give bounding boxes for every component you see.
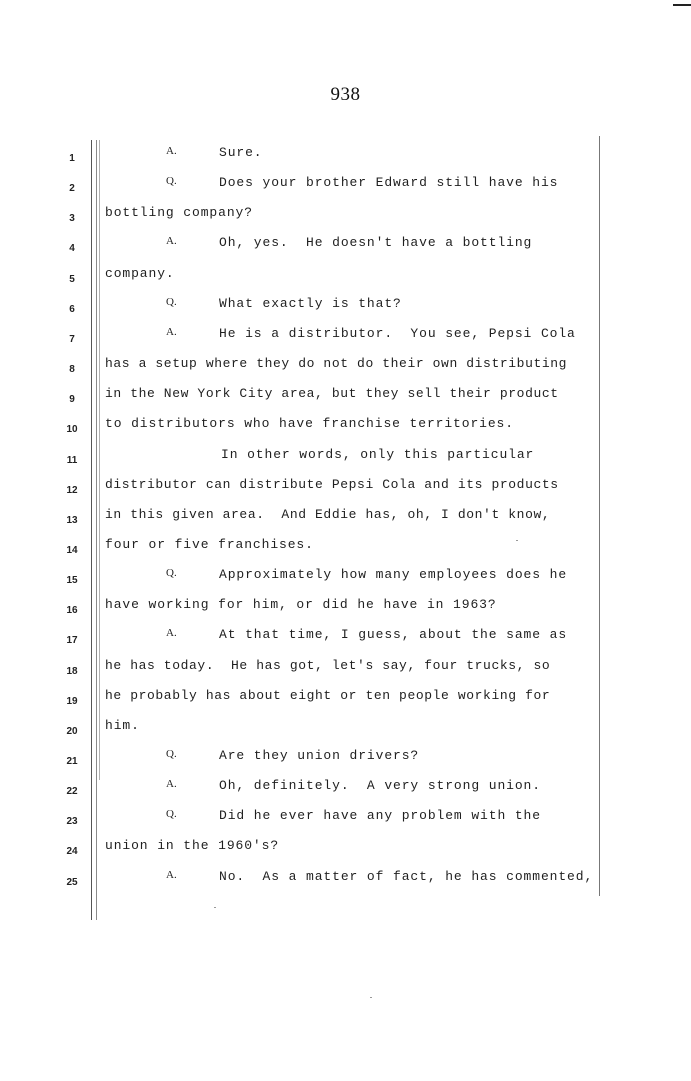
line-number: 7	[69, 333, 75, 345]
transcript-line	[0, 266, 691, 296]
speaker-label: A.	[166, 868, 177, 881]
transcript-line	[0, 477, 691, 507]
transcript-line	[0, 507, 691, 537]
transcript-line	[0, 869, 691, 899]
speaker-label: Q.	[166, 567, 177, 580]
transcript-line	[0, 296, 691, 326]
speaker-label: A.	[166, 778, 177, 791]
line-text: No. As a matter of fact, he has commented,	[219, 868, 594, 884]
page-number: 938	[330, 84, 361, 105]
line-number: 8	[69, 364, 75, 376]
line-text: At that time, I guess, about the same as	[219, 627, 568, 643]
line-text: Oh, definitely. A very strong union.	[219, 778, 541, 794]
transcript-line	[0, 688, 691, 718]
line-text: have working for him, or did he have in 1963?	[105, 597, 497, 613]
line-text: company.	[105, 265, 175, 281]
line-text: him.	[105, 717, 140, 733]
transcript-line	[0, 356, 691, 386]
line-text: union in the 1960's?	[105, 838, 280, 854]
transcript-line	[0, 386, 691, 416]
transcript-line	[0, 808, 691, 838]
speaker-label: A.	[166, 235, 177, 248]
line-number: 21	[66, 756, 78, 767]
line-text: Does your brother Edward still have his	[219, 175, 559, 191]
line-text: distributor can distribute Pepsi Cola and its products	[105, 476, 559, 492]
transcript-line	[0, 205, 691, 235]
speaker-label: Q.	[166, 295, 177, 308]
line-number: 22	[66, 786, 78, 798]
line-number: 11	[66, 454, 78, 466]
transcript-line	[0, 567, 691, 597]
speaker-label: Q.	[166, 808, 177, 821]
line-number: 12	[66, 484, 78, 496]
line-number: 9	[69, 394, 75, 406]
transcript-line	[0, 658, 691, 688]
line-text: Oh, yes. He doesn't have a bottling	[219, 235, 533, 251]
transcript-line	[0, 778, 691, 808]
line-text: has a setup where they do not do their own distributing	[105, 356, 568, 372]
line-text: He is a distributor. You see, Pepsi Cola	[219, 325, 576, 341]
speaker-label: Q.	[166, 748, 177, 760]
line-text: in this given area. And Eddie has, oh, I don't know,	[105, 506, 551, 522]
line-number: 16	[66, 605, 78, 617]
line-number: 24	[66, 846, 78, 858]
transcript-line	[0, 235, 691, 265]
transcript-line	[0, 416, 691, 446]
line-number: 2	[69, 183, 75, 195]
speaker-label: A.	[166, 627, 177, 640]
line-text: Did he ever have any problem with the	[219, 808, 541, 824]
line-text: he has today. He has got, let's say, four trucks, so	[105, 657, 551, 673]
line-number: 25	[66, 876, 78, 888]
line-number: 10	[66, 424, 78, 436]
line-number: 6	[69, 303, 75, 315]
line-text: In other words, only this particular	[221, 446, 535, 462]
speck	[214, 907, 216, 908]
line-text: What exactly is that?	[219, 295, 402, 311]
line-number: 17	[66, 635, 78, 647]
line-text: he probably has about eight or ten people working for	[105, 687, 551, 703]
line-number: 15	[66, 575, 78, 587]
speaker-label: A.	[166, 325, 177, 338]
line-text: in the New York City area, but they sell their product	[105, 386, 559, 402]
line-text: bottling company?	[105, 205, 253, 221]
line-number: 18	[66, 665, 78, 677]
speaker-label: Q.	[166, 175, 177, 188]
line-number: 4	[69, 243, 75, 255]
line-number: 13	[66, 514, 78, 526]
line-text: Are they union drivers?	[219, 748, 420, 763]
line-number: 14	[66, 544, 78, 556]
line-text: four or five franchises.	[105, 536, 314, 552]
transcript-line	[0, 145, 691, 175]
transcript-line	[0, 175, 691, 205]
transcript-line	[0, 326, 691, 356]
line-text: Sure.	[219, 145, 263, 160]
transcript-line	[0, 537, 691, 567]
speaker-label: A.	[166, 145, 177, 157]
transcript-line	[0, 748, 691, 778]
line-number: 20	[66, 725, 78, 737]
transcript-line	[0, 627, 691, 657]
line-number: 5	[69, 273, 75, 285]
corner-mark	[673, 4, 691, 6]
transcript-line	[0, 718, 691, 748]
line-text: Approximately how many employees does he	[219, 567, 568, 583]
line-number: 19	[66, 695, 78, 707]
line-text: to distributors who have franchise territories.	[105, 416, 514, 432]
line-number: 3	[69, 213, 75, 225]
speck	[370, 997, 372, 998]
transcript-line	[0, 447, 691, 477]
transcript-line	[0, 838, 691, 868]
line-number: 23	[66, 816, 78, 828]
line-number: 1	[69, 153, 75, 164]
transcript-line	[0, 597, 691, 627]
